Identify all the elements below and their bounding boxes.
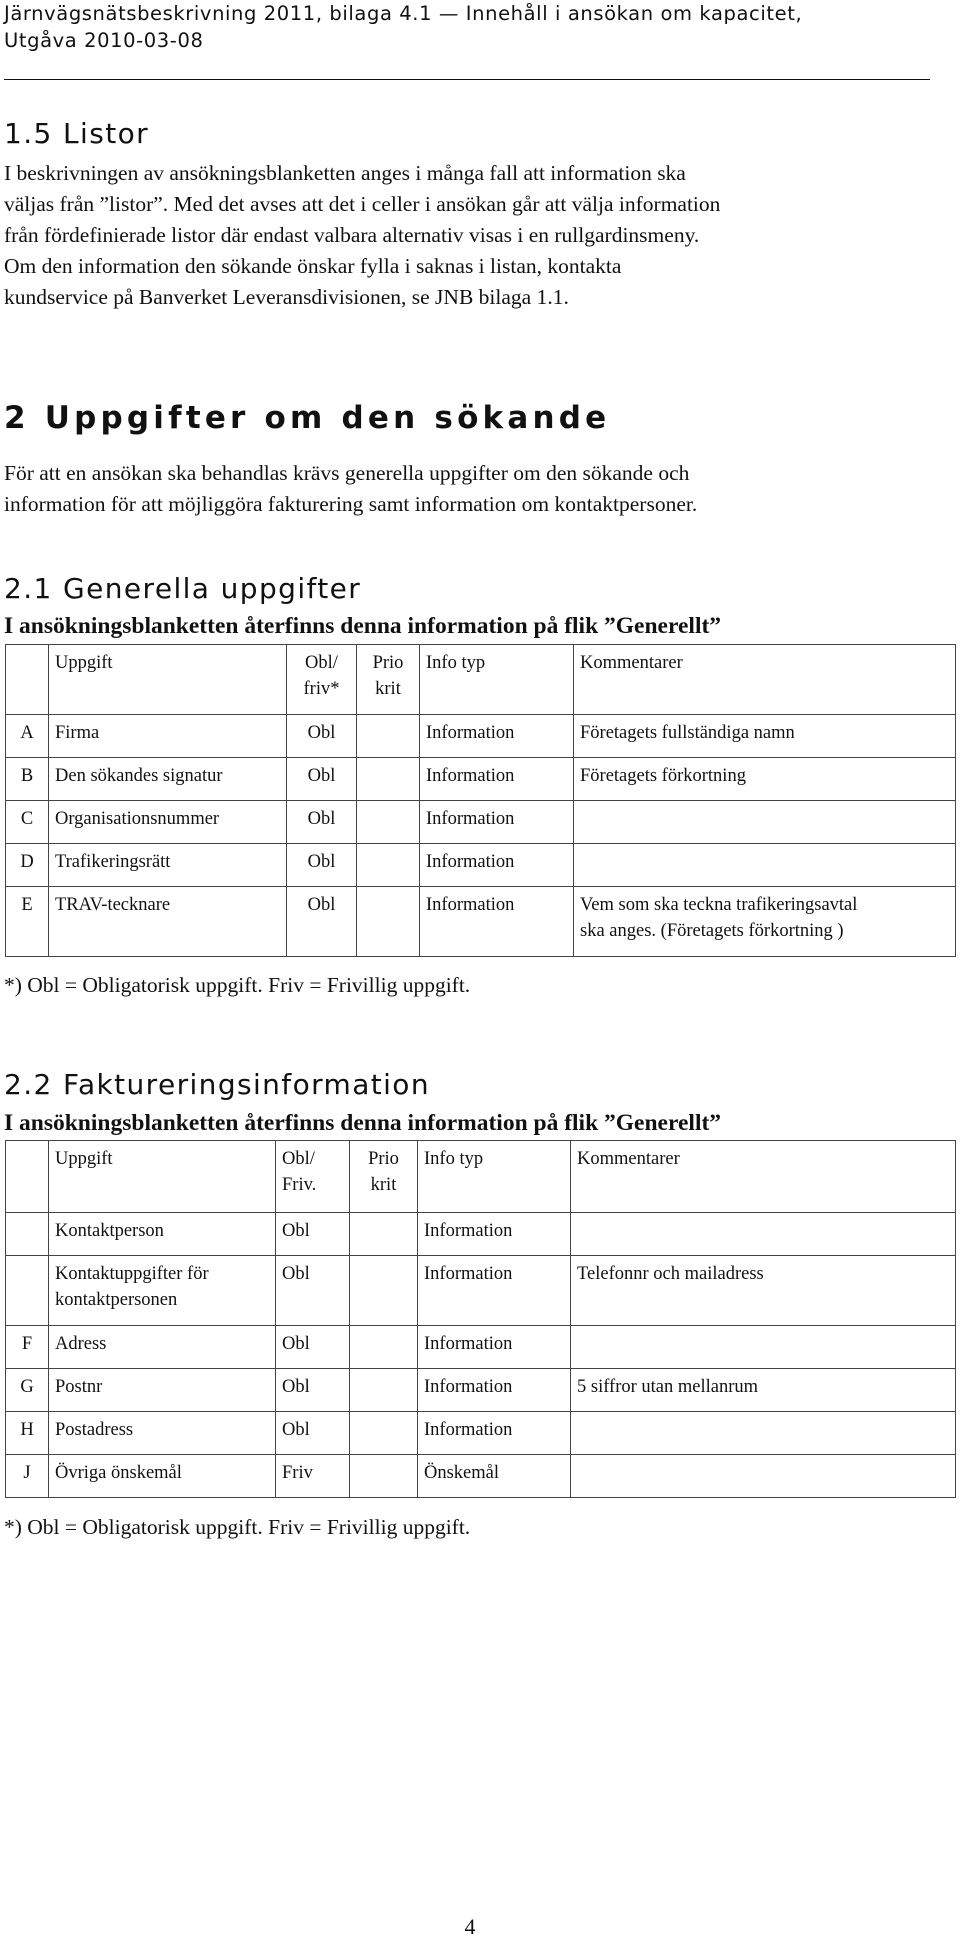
table-cell: Telefonnr och mailadress [571, 1256, 956, 1326]
table-cell: Obl [276, 1369, 350, 1412]
table-row [6, 1213, 956, 1256]
table-cell [571, 1455, 956, 1498]
table-cell [571, 1412, 956, 1455]
table-cell [357, 887, 420, 957]
table-row [6, 1326, 956, 1369]
table-cell [357, 844, 420, 887]
row-id-cell: F [6, 1326, 49, 1369]
table-cell: Firma [49, 715, 287, 758]
table-cell: Företagets fullständiga namn [574, 715, 956, 758]
table-header-row [6, 1141, 956, 1213]
section-2-heading: 2 Uppgifter om den sökande [4, 400, 611, 436]
section-2-paragraph [4, 458, 697, 520]
table-cell: Information [420, 844, 574, 887]
table-cell: Information [418, 1256, 571, 1326]
table-cell [350, 1326, 418, 1369]
table-row [6, 1256, 956, 1326]
table-header-cell: Kommentarer [574, 645, 956, 715]
row-id-cell: D [6, 844, 49, 887]
section-2-1-subheading: I ansökningsblanketten återfinns denna information på flik ”Generellt” [4, 613, 722, 639]
table-cell [350, 1369, 418, 1412]
table-cell [357, 715, 420, 758]
table-cell: Obl [276, 1213, 350, 1256]
section-1-5-paragraph [4, 158, 720, 313]
header-rule [4, 79, 930, 80]
row-id-cell [6, 1213, 49, 1256]
table-row [6, 715, 956, 758]
row-id-cell: H [6, 1412, 49, 1455]
row-id-cell: A [6, 715, 49, 758]
table-cell: Kontaktuppgifter för kontaktpersonen [49, 1256, 276, 1326]
table-cell: Postadress [49, 1412, 276, 1455]
table-cell: Övriga önskemål [49, 1455, 276, 1498]
table-cell: Information [418, 1369, 571, 1412]
table-header-cell: Uppgift [49, 1141, 276, 1213]
table-cell: Företagets förkortning [574, 758, 956, 801]
paragraph-line: kundservice på Banverket Leveransdivisionen, se JNB bilaga 1.1. [4, 285, 569, 309]
table-row [6, 1455, 956, 1498]
section-2-2-heading: 2.2 Faktureringsinformation [4, 1068, 430, 1101]
table-cell: Obl [287, 715, 357, 758]
section-2-1-footnote: *) Obl = Obligatorisk uppgift. Friv = Frivillig uppgift. [4, 973, 471, 997]
table-cell: Obl [287, 844, 357, 887]
table-cell: Obl [276, 1256, 350, 1326]
table-cell: Friv [276, 1455, 350, 1498]
table-row [6, 1369, 956, 1412]
section-2-2-subheading: I ansökningsblanketten återfinns denna information på flik ”Generellt” [4, 1110, 722, 1136]
table-cell [357, 758, 420, 801]
faktureringsinformation-table [5, 1140, 956, 1498]
table-row [6, 758, 956, 801]
paragraph-line: information för att möjliggöra fakturering samt information om kontaktpersoner. [4, 492, 698, 516]
table-cell: Obl [287, 887, 357, 957]
table-cell [350, 1455, 418, 1498]
row-id-cell: G [6, 1369, 49, 1412]
table-cell [574, 801, 956, 844]
header-line-1: Järnvägsnätsbeskrivning 2011, bilaga 4.1 — Innehåll i ansökan om kapacitet, [4, 2, 803, 25]
header-line-2: Utgåva 2010-03-08 [4, 29, 204, 52]
table-header-cell: Info typ [420, 645, 574, 715]
paragraph-line: Om den information den sökande önskar fylla i saknas i listan, kontakta [4, 254, 622, 278]
section-2-2-footnote: *) Obl = Obligatorisk uppgift. Friv = Frivillig uppgift. [4, 1515, 471, 1539]
table-cell [574, 844, 956, 887]
table-cell: Den sökandes signatur [49, 758, 287, 801]
table-header-cell [6, 645, 49, 715]
row-id-cell: B [6, 758, 49, 801]
table-cell: 5 siffror utan mellanrum [571, 1369, 956, 1412]
table-cell [350, 1213, 418, 1256]
table-row [6, 1412, 956, 1455]
section-1-5-heading: 1.5 Listor [4, 117, 150, 150]
table-cell: Obl [287, 801, 357, 844]
paragraph-line: I beskrivningen av ansökningsblanketten anges i många fall att information ska [4, 161, 686, 185]
table-cell: Information [420, 715, 574, 758]
table-cell: Postnr [49, 1369, 276, 1412]
table-cell [357, 801, 420, 844]
section-2-1-heading: 2.1 Generella uppgifter [4, 572, 362, 605]
page-number: 4 [464, 1914, 476, 1939]
table-cell [571, 1326, 956, 1369]
table-header-cell: Obl/ Friv. [276, 1141, 350, 1213]
row-id-cell: J [6, 1455, 49, 1498]
table-header-cell: Prio krit [350, 1141, 418, 1213]
table-header-row [6, 645, 956, 715]
row-id-cell [6, 1256, 49, 1326]
row-id-cell: C [6, 801, 49, 844]
table-cell: Önskemål [418, 1455, 571, 1498]
paragraph-line: För att en ansökan ska behandlas krävs generella uppgifter om den sökande och [4, 461, 690, 485]
table-cell: Information [420, 887, 574, 957]
table-row [6, 801, 956, 844]
table-cell: Information [418, 1213, 571, 1256]
table-header-cell [6, 1141, 49, 1213]
paragraph-line: från fördefinierade listor där endast valbara alternativ visas i en rullgardinsmeny. [4, 223, 700, 247]
table-cell: Obl [276, 1326, 350, 1369]
table-header-cell: Info typ [418, 1141, 571, 1213]
table-cell [350, 1256, 418, 1326]
row-id-cell: E [6, 887, 49, 957]
table-cell: Adress [49, 1326, 276, 1369]
table-cell: TRAV-tecknare [49, 887, 287, 957]
table-header-cell: Uppgift [49, 645, 287, 715]
table-row [6, 844, 956, 887]
table-cell [350, 1412, 418, 1455]
table-header-cell: Obl/ friv* [287, 645, 357, 715]
table-cell [571, 1213, 956, 1256]
table-cell: Vem som ska teckna trafikeringsavtal ska anges. (Företagets förkortning ) [574, 887, 956, 957]
table-cell: Organisationsnummer [49, 801, 287, 844]
paragraph-line: väljas från ”listor”. Med det avses att det i celler i ansökan går att välja information [4, 192, 721, 216]
table-cell: Information [418, 1326, 571, 1369]
table-cell: Information [420, 801, 574, 844]
table-cell: Obl [276, 1412, 350, 1455]
generella-uppgifter-table [5, 644, 956, 957]
table-cell: Kontaktperson [49, 1213, 276, 1256]
table-cell: Information [418, 1412, 571, 1455]
table-cell: Trafikeringsrätt [49, 844, 287, 887]
table-cell: Information [420, 758, 574, 801]
table-header-cell: Prio krit [357, 645, 420, 715]
table-header-cell: Kommentarer [571, 1141, 956, 1213]
table-cell: Obl [287, 758, 357, 801]
table-row [6, 887, 956, 957]
